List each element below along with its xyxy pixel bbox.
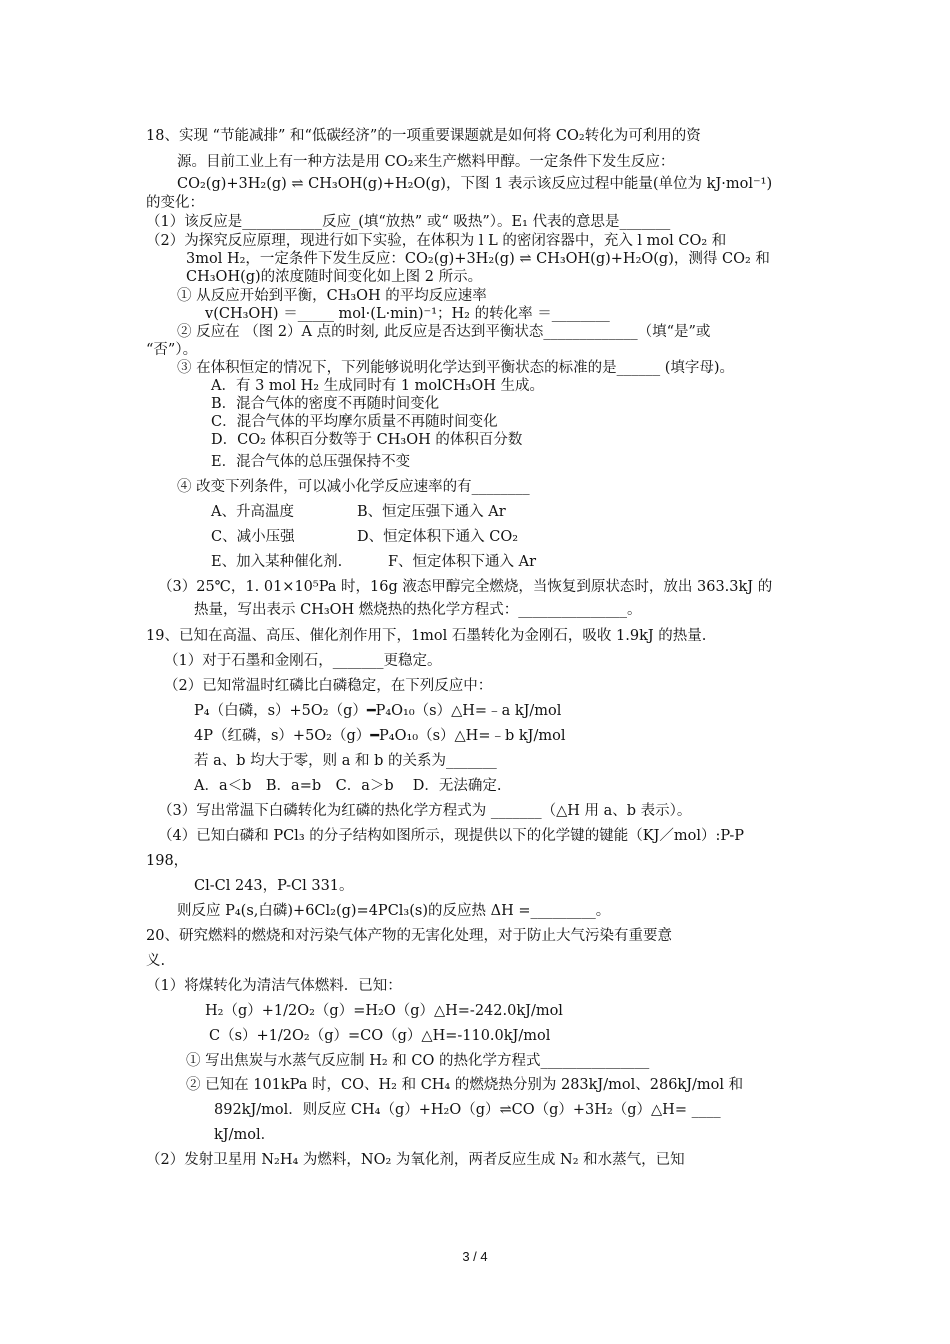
q18-part3-line2: 热量，写出表示 CH₃OH 燃烧热的热化学方程式：_______________。: [194, 602, 642, 618]
q18-sub1-line2: v(CH₃OH) ＝_____ mol·(L·min)⁻¹；H₂ 的转化率 ＝________: [205, 306, 610, 322]
q18-part2-line2: 3mol H₂，一定条件下发生反应：CO₂(g)+3H₂(g) ⇌ CH₃OH(g)+H₂O(g)，测得 CO₂ 和: [186, 251, 770, 267]
q20-sub2-line3: kJ/mol．: [214, 1127, 276, 1143]
q19-part2: （2）已知常温时红磷比白磷稳定，在下列反应中：: [164, 678, 493, 694]
q20-equation-h2: H₂（g）+1/2O₂（g）=H₂O（g）△H=-242.0kJ/mol: [205, 1003, 563, 1019]
q19-part3: （3）写出常温下白磷转化为红磷的热化学方程式为 _______（△H 用 a、b 表示）。: [158, 803, 692, 819]
q18-sub4-option-b: B、恒定压强下通入 Ar: [357, 504, 506, 520]
q18-sub3-option-e: E．混合气体的总压强保持不变: [211, 454, 411, 470]
q19-part2-options: A．a＜b B．a=b C．a＞b D．无法确定.: [194, 778, 502, 794]
q18-sub1-line1: ① 从反应开始到平衡，CH₃OH 的平均反应速率: [177, 288, 487, 304]
q18-sub4-option-f: F、恒定体积下通入 Ar: [388, 554, 537, 570]
q18-part1: （1）该反应是___________反应_(填“放热” 或“ 吸热”）。E₁ 代表的意思是_______: [146, 214, 671, 230]
q19-part4-line1: （4）已知白磷和 PCl₃ 的分子结构如图所示，现提供以下的化学键的键能（KJ／mol）:P-P: [158, 828, 745, 844]
q18-intro-line2: 源。目前工业上有一种方法是用 CO₂来生产燃料甲醇。一定条件下发生反应：: [177, 154, 675, 170]
q18-sub3-option-d: D．CO₂ 体积百分数等于 CH₃OH 的体积百分数: [211, 432, 523, 448]
q18-part2-line1: （2）为探究反应原理，现进行如下实验，在体积为 l L 的密闭容器中，充入 l mol CO₂ 和: [146, 233, 727, 249]
q18-sub3-option-b: B．混合气体的密度不再随时间变化: [211, 396, 440, 412]
q18-sub2-line2: “否”）。: [146, 342, 198, 358]
q18-sub4-option-c: C、减小压强: [211, 529, 295, 545]
q18-intro-line4: 的变化：: [146, 195, 204, 211]
q20-part2: （2）发射卫星用 N₂H₄ 为燃料，NO₂ 为氧化剂，两者反应生成 N₂ 和水蒸气，已知: [146, 1152, 685, 1168]
q19-intro: 19、已知在高温、高压、催化剂作用下，1mol 石墨转化为金刚石，吸收 1.9kJ 的热量.: [146, 628, 707, 644]
q20-sub1: ① 写出焦炭与水蒸气反应制 H₂ 和 CO 的热化学方程式_______________: [186, 1053, 650, 1069]
q18-sub4: ④ 改变下列条件，可以减小化学反应速率的有________: [177, 479, 530, 495]
q19-part1: （1）对于石墨和金刚石，_______更稳定。: [164, 653, 442, 669]
q19-part2-question: 若 a、b 均大于零，则 a 和 b 的关系为_______: [194, 753, 497, 769]
q18-part2-line3: CH₃OH(g)的浓度随时间变化如上图 2 所示。: [186, 269, 483, 285]
q18-equation: CO₂(g)+3H₂(g) ⇌ CH₃OH(g)+H₂O(g)，下图 1 表示该反应过程中能量(单位为 kJ·mol⁻¹): [177, 176, 773, 192]
q19-part4-line4: 则反应 P₄(s,白磷)+6Cl₂(g)=4PCl₃(s)的反应热 ΔH =_________。: [177, 903, 611, 919]
q20-intro-line1: 20、研究燃料的燃烧和对污染气体产物的无害化处理，对于防止大气污染有重要意: [146, 928, 672, 944]
q18-sub3-option-c: C．混合气体的平均摩尔质量不再随时间变化: [211, 414, 498, 430]
q18-sub3-option-a: A．有 3 mol H₂ 生成同时有 1 molCH₃OH 生成。: [211, 378, 544, 394]
q20-equation-co: C（s）+1/2O₂（g）=CO（g）△H=-110.0kJ/mol: [209, 1028, 551, 1044]
q18-sub2-line1: ② 反应在 （图 2）A 点的时刻, 此反应是否达到平衡状态_____________（填“是”或: [177, 324, 711, 340]
q19-part4-line2: 198，: [146, 853, 189, 869]
q19-part4-line3: Cl-Cl 243，P-Cl 331。: [194, 878, 354, 894]
q18-sub4-option-d: D、恒定体积下通入 CO₂: [357, 529, 519, 545]
q20-sub2-line1: ② 已知在 101kPa 时，CO、H₂ 和 CH₄ 的燃烧热分别为 283kJ/mol、286kJ/mol 和: [186, 1077, 744, 1093]
q19-reaction-white-phosphorus: P₄（白磷，s）+5O₂（g）━P₄O₁₀（s）△H=﹣a kJ/mol: [194, 703, 562, 719]
q19-reaction-red-phosphorus: 4P（红磷，s）+5O₂（g）━P₄O₁₀（s）△H=﹣b kJ/mol: [194, 728, 566, 744]
q20-intro-line2: 义.: [146, 953, 166, 969]
q18-sub4-option-e: E、加入某种催化剂.: [211, 554, 343, 570]
q20-sub2-line2: 892kJ/mol．则反应 CH₄（g）+H₂O（g）⇌CO（g）+3H₂（g）△H= ____: [214, 1102, 721, 1118]
page-number: 3 / 4: [462, 1249, 488, 1264]
q18-sub4-option-a: A、升高温度: [211, 504, 294, 520]
q20-part1: （1）将煤转化为清洁气体燃料．已知：: [146, 978, 402, 994]
q18-sub3: ③ 在体积恒定的情况下，下列能够说明化学达到平衡状态的标准的是______ (填字母)。: [177, 360, 735, 376]
q18-intro-line1: 18、实现 “节能减排” 和“低碳经济”的一项重要课题就是如何将 CO₂转化为可利用的资: [146, 128, 701, 144]
q18-part3-line1: （3）25℃，1. 01×10⁵Pa 时，16g 液态甲醇完全燃烧，当恢复到原状态时，放出 363.3kJ 的: [158, 579, 773, 595]
